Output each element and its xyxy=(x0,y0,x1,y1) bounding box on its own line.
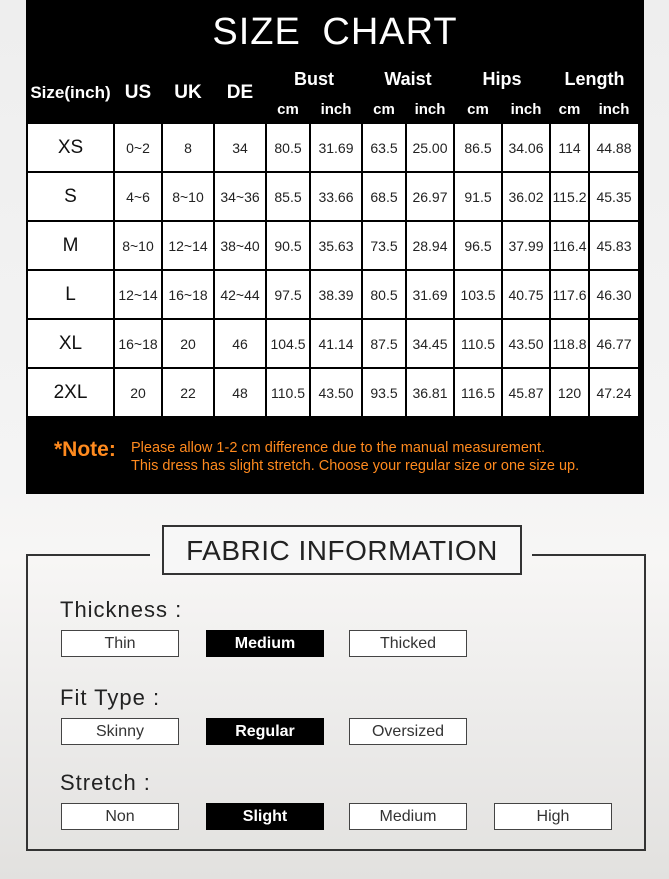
table-cell: 120 xyxy=(551,369,588,416)
thickness-option-thin: Thin xyxy=(61,630,179,657)
table-cell: 114 xyxy=(551,124,588,171)
table-cell: 80.5 xyxy=(267,124,309,171)
stretch-option-high: High xyxy=(494,803,612,830)
note-line-1: Please allow 1-2 cm difference due to the manual measurement. xyxy=(131,440,546,456)
table-cell: 80.5 xyxy=(363,271,405,318)
table-cell: 85.5 xyxy=(267,173,309,220)
table-cell: 43.50 xyxy=(503,320,549,367)
table-cell: 26.97 xyxy=(407,173,453,220)
table-cell: 22 xyxy=(163,369,213,416)
subheader-inch: inch xyxy=(503,96,549,122)
table-row xyxy=(28,369,638,416)
table-cell: 110.5 xyxy=(455,320,501,367)
stretch-option-medium: Medium xyxy=(349,803,467,830)
table-cell: 31.69 xyxy=(407,271,453,318)
table-cell: 40.75 xyxy=(503,271,549,318)
table-cell: 34 xyxy=(215,124,265,171)
table-cell: 2XL xyxy=(28,369,113,416)
fit-option-oversized: Oversized xyxy=(349,718,467,745)
table-cell: 87.5 xyxy=(363,320,405,367)
table-cell: 116.5 xyxy=(455,369,501,416)
table-cell: XS xyxy=(28,124,113,171)
table-cell: 36.02 xyxy=(503,173,549,220)
table-cell: 73.5 xyxy=(363,222,405,269)
note-line-2: This dress has slight stretch. Choose your regular size or one size up. xyxy=(131,458,580,474)
table-cell: 0~2 xyxy=(115,124,161,171)
fit-option-regular: Regular xyxy=(206,718,324,745)
header-uk: UK xyxy=(163,64,213,122)
table-cell: 25.00 xyxy=(407,124,453,171)
table-cell: 16~18 xyxy=(163,271,213,318)
table-cell: 8~10 xyxy=(163,173,213,220)
table-cell: M xyxy=(28,222,113,269)
table-cell: 86.5 xyxy=(455,124,501,171)
table-row xyxy=(28,320,638,367)
subheader-cm: cm xyxy=(455,96,501,122)
subheader-inch: inch xyxy=(590,96,638,122)
table-cell: 45.35 xyxy=(590,173,638,220)
stretch-label: Stretch : xyxy=(60,770,151,795)
subheader-cm: cm xyxy=(267,96,309,122)
table-cell: 48 xyxy=(215,369,265,416)
table-cell: 46.30 xyxy=(590,271,638,318)
table-cell: 118.8 xyxy=(551,320,588,367)
table-cell: 34.45 xyxy=(407,320,453,367)
table-cell: 33.66 xyxy=(311,173,361,220)
header-waist: Waist xyxy=(363,64,453,94)
table-cell: S xyxy=(28,173,113,220)
table-cell: 35.63 xyxy=(311,222,361,269)
table-cell: 38.39 xyxy=(311,271,361,318)
table-cell: 117.6 xyxy=(551,271,588,318)
table-cell: 96.5 xyxy=(455,222,501,269)
header-hips: Hips xyxy=(455,64,549,94)
thickness-label: Thickness : xyxy=(60,597,183,622)
table-row xyxy=(28,271,638,318)
table-cell: 43.50 xyxy=(311,369,361,416)
table-cell: 34~36 xyxy=(215,173,265,220)
table-cell: 103.5 xyxy=(455,271,501,318)
table-cell: L xyxy=(28,271,113,318)
table-cell: 34.06 xyxy=(503,124,549,171)
table-cell: 42~44 xyxy=(215,271,265,318)
table-cell: 36.81 xyxy=(407,369,453,416)
table-cell: 45.87 xyxy=(503,369,549,416)
header-de: DE xyxy=(215,64,265,122)
table-row xyxy=(28,222,638,269)
table-cell: 47.24 xyxy=(590,369,638,416)
table-row xyxy=(28,124,638,171)
table-cell: 37.99 xyxy=(503,222,549,269)
subheader-cm: cm xyxy=(363,96,405,122)
table-cell: 46 xyxy=(215,320,265,367)
header-us: US xyxy=(115,64,161,122)
table-cell: 46.77 xyxy=(590,320,638,367)
table-cell: 31.69 xyxy=(311,124,361,171)
fabric-info-title: FABRIC INFORMATION xyxy=(162,525,522,575)
header-bust: Bust xyxy=(267,64,361,94)
table-cell: 8 xyxy=(163,124,213,171)
table-cell: 110.5 xyxy=(267,369,309,416)
thickness-option-thicked: Thicked xyxy=(349,630,467,657)
table-cell: 115.2 xyxy=(551,173,588,220)
table-cell: 16~18 xyxy=(115,320,161,367)
table-cell: 63.5 xyxy=(363,124,405,171)
table-cell: 8~10 xyxy=(115,222,161,269)
table-cell: 41.14 xyxy=(311,320,361,367)
thickness-option-medium: Medium xyxy=(206,630,324,657)
table-cell: XL xyxy=(28,320,113,367)
size-chart-title: SIZE CHART xyxy=(212,11,458,53)
table-cell: 91.5 xyxy=(455,173,501,220)
table-cell: 97.5 xyxy=(267,271,309,318)
table-cell: 68.5 xyxy=(363,173,405,220)
subheader-inch: inch xyxy=(311,96,361,122)
stretch-option-slight: Slight xyxy=(206,803,324,830)
table-cell: 45.83 xyxy=(590,222,638,269)
header-length: Length xyxy=(551,64,638,94)
table-cell: 104.5 xyxy=(267,320,309,367)
table-cell: 116.4 xyxy=(551,222,588,269)
table-cell: 93.5 xyxy=(363,369,405,416)
table-cell: 20 xyxy=(115,369,161,416)
table-cell: 4~6 xyxy=(115,173,161,220)
fit-type-label: Fit Type : xyxy=(60,685,161,710)
table-cell: 90.5 xyxy=(267,222,309,269)
table-cell: 44.88 xyxy=(590,124,638,171)
fit-option-skinny: Skinny xyxy=(61,718,179,745)
table-cell: 38~40 xyxy=(215,222,265,269)
subheader-inch: inch xyxy=(407,96,453,122)
stretch-option-non: Non xyxy=(61,803,179,830)
size-chart-panel xyxy=(26,0,644,494)
header-size: Size(inch) xyxy=(28,64,113,122)
table-cell: 28.94 xyxy=(407,222,453,269)
note-label: *Note: xyxy=(54,438,116,461)
note-block xyxy=(54,436,654,486)
table-row xyxy=(28,173,638,220)
table-cell: 20 xyxy=(163,320,213,367)
size-table xyxy=(26,62,640,418)
table-cell: 12~14 xyxy=(115,271,161,318)
subheader-cm: cm xyxy=(551,96,588,122)
table-cell: 12~14 xyxy=(163,222,213,269)
